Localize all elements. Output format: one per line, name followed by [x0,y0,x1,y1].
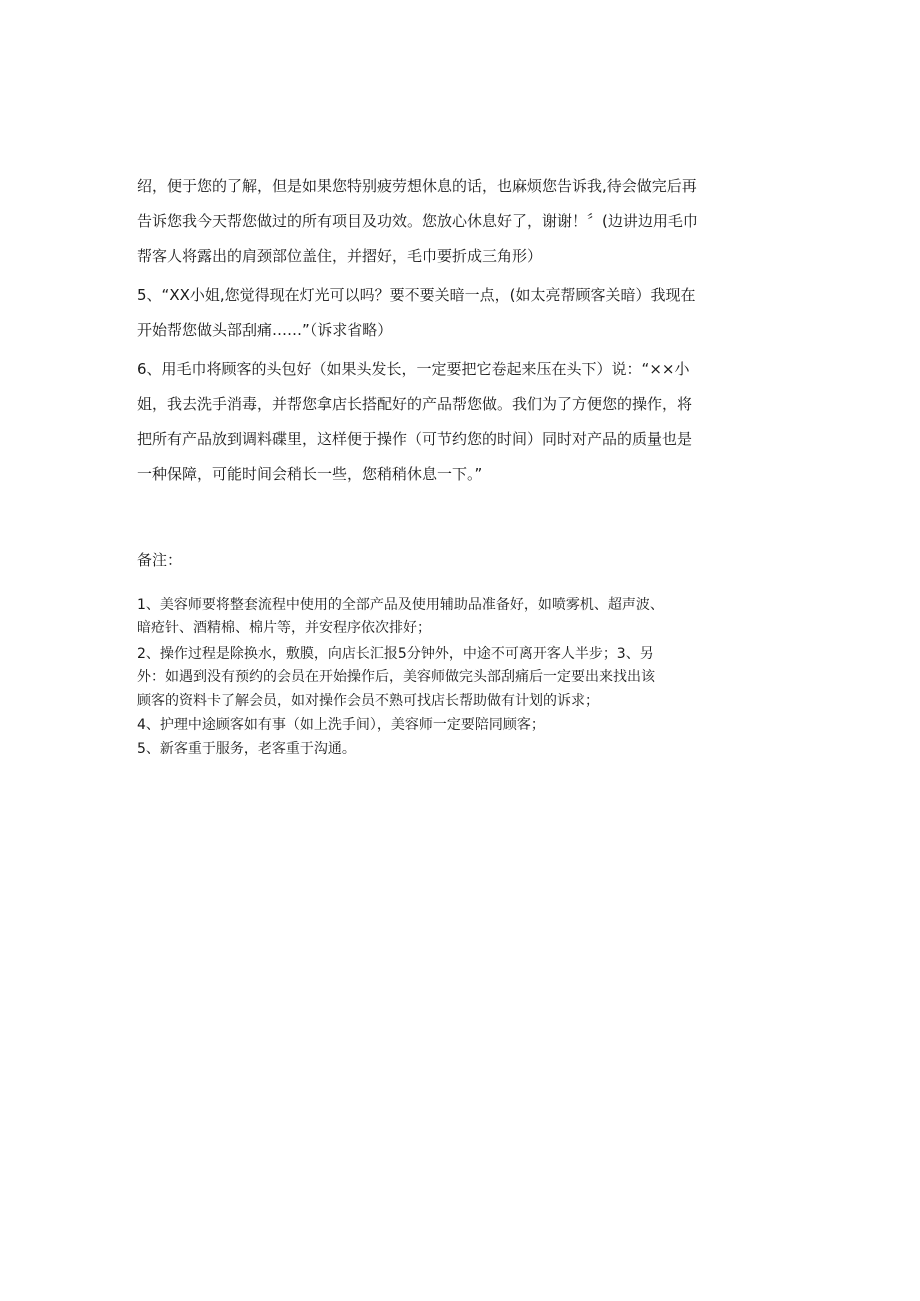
body-line: 5、“XX小姐,您觉得现在灯光可以吗？要不要关暗一点，(如太亮帮顾客关暗）我现在 [137,286,696,304]
body-line: 绍，便于您的了解，但是如果您特别疲劳想休息的话，也麻烦您告诉我,待会做完后再 [137,177,697,195]
body-line: 帮客人将露出的肩颈部位盖住，并摺好，毛巾要折成三角形） [137,247,543,265]
body-line: 开始帮您做头部刮痛……”（诉求省略） [137,321,393,339]
body-line: 6、用毛巾将顾客的头包好（如果头发长，一定要把它卷起来压在头下）说：“××小 [137,360,690,378]
note-line: 外：如遇到没有预约的会员在开始操作后，美容师做完头部刮痛后一定要出来找出该 [137,669,655,685]
note-line: 5、新客重于服务，老客重于沟通。 [137,741,356,757]
note-line: 1、美容师要将整套流程中使用的全部产品及使用辅助品准备好，如喷雾机、超声波、 [137,597,664,613]
body-line: 把所有产品放到调料碟里，这样便于操作（可节约您的时间）同时对产品的质量也是 [137,430,693,448]
note-line: 4、护理中途顾客如有事（如上洗手间），美容师一定要陪同顾客； [137,717,545,733]
note-line: 2、操作过程是除换水，敷膜，向店长汇报5分钟外，中途不可离开客人半步；3、另 [137,646,654,662]
body-line: 一种保障，可能时间会稍长一些，您稍稍休息一下。” [137,465,483,483]
note-line: 暗疮针、酒精棉、棉片等，并安程序依次排好； [137,620,431,636]
body-line: 告诉您我今天帮您做过的所有项目及功效。您放心休息好了，谢谢！〞(边讲边用毛巾 [137,212,698,230]
notes-heading: 备注： [137,551,183,569]
note-line: 顾客的资料卡了解会员，如对操作会员不熟可找店长帮助做有计划的诉求； [137,693,599,709]
body-line: 姐，我去洗手消毒，并帮您拿店长搭配好的产品帮您做。我们为了方便您的操作，将 [137,395,693,413]
